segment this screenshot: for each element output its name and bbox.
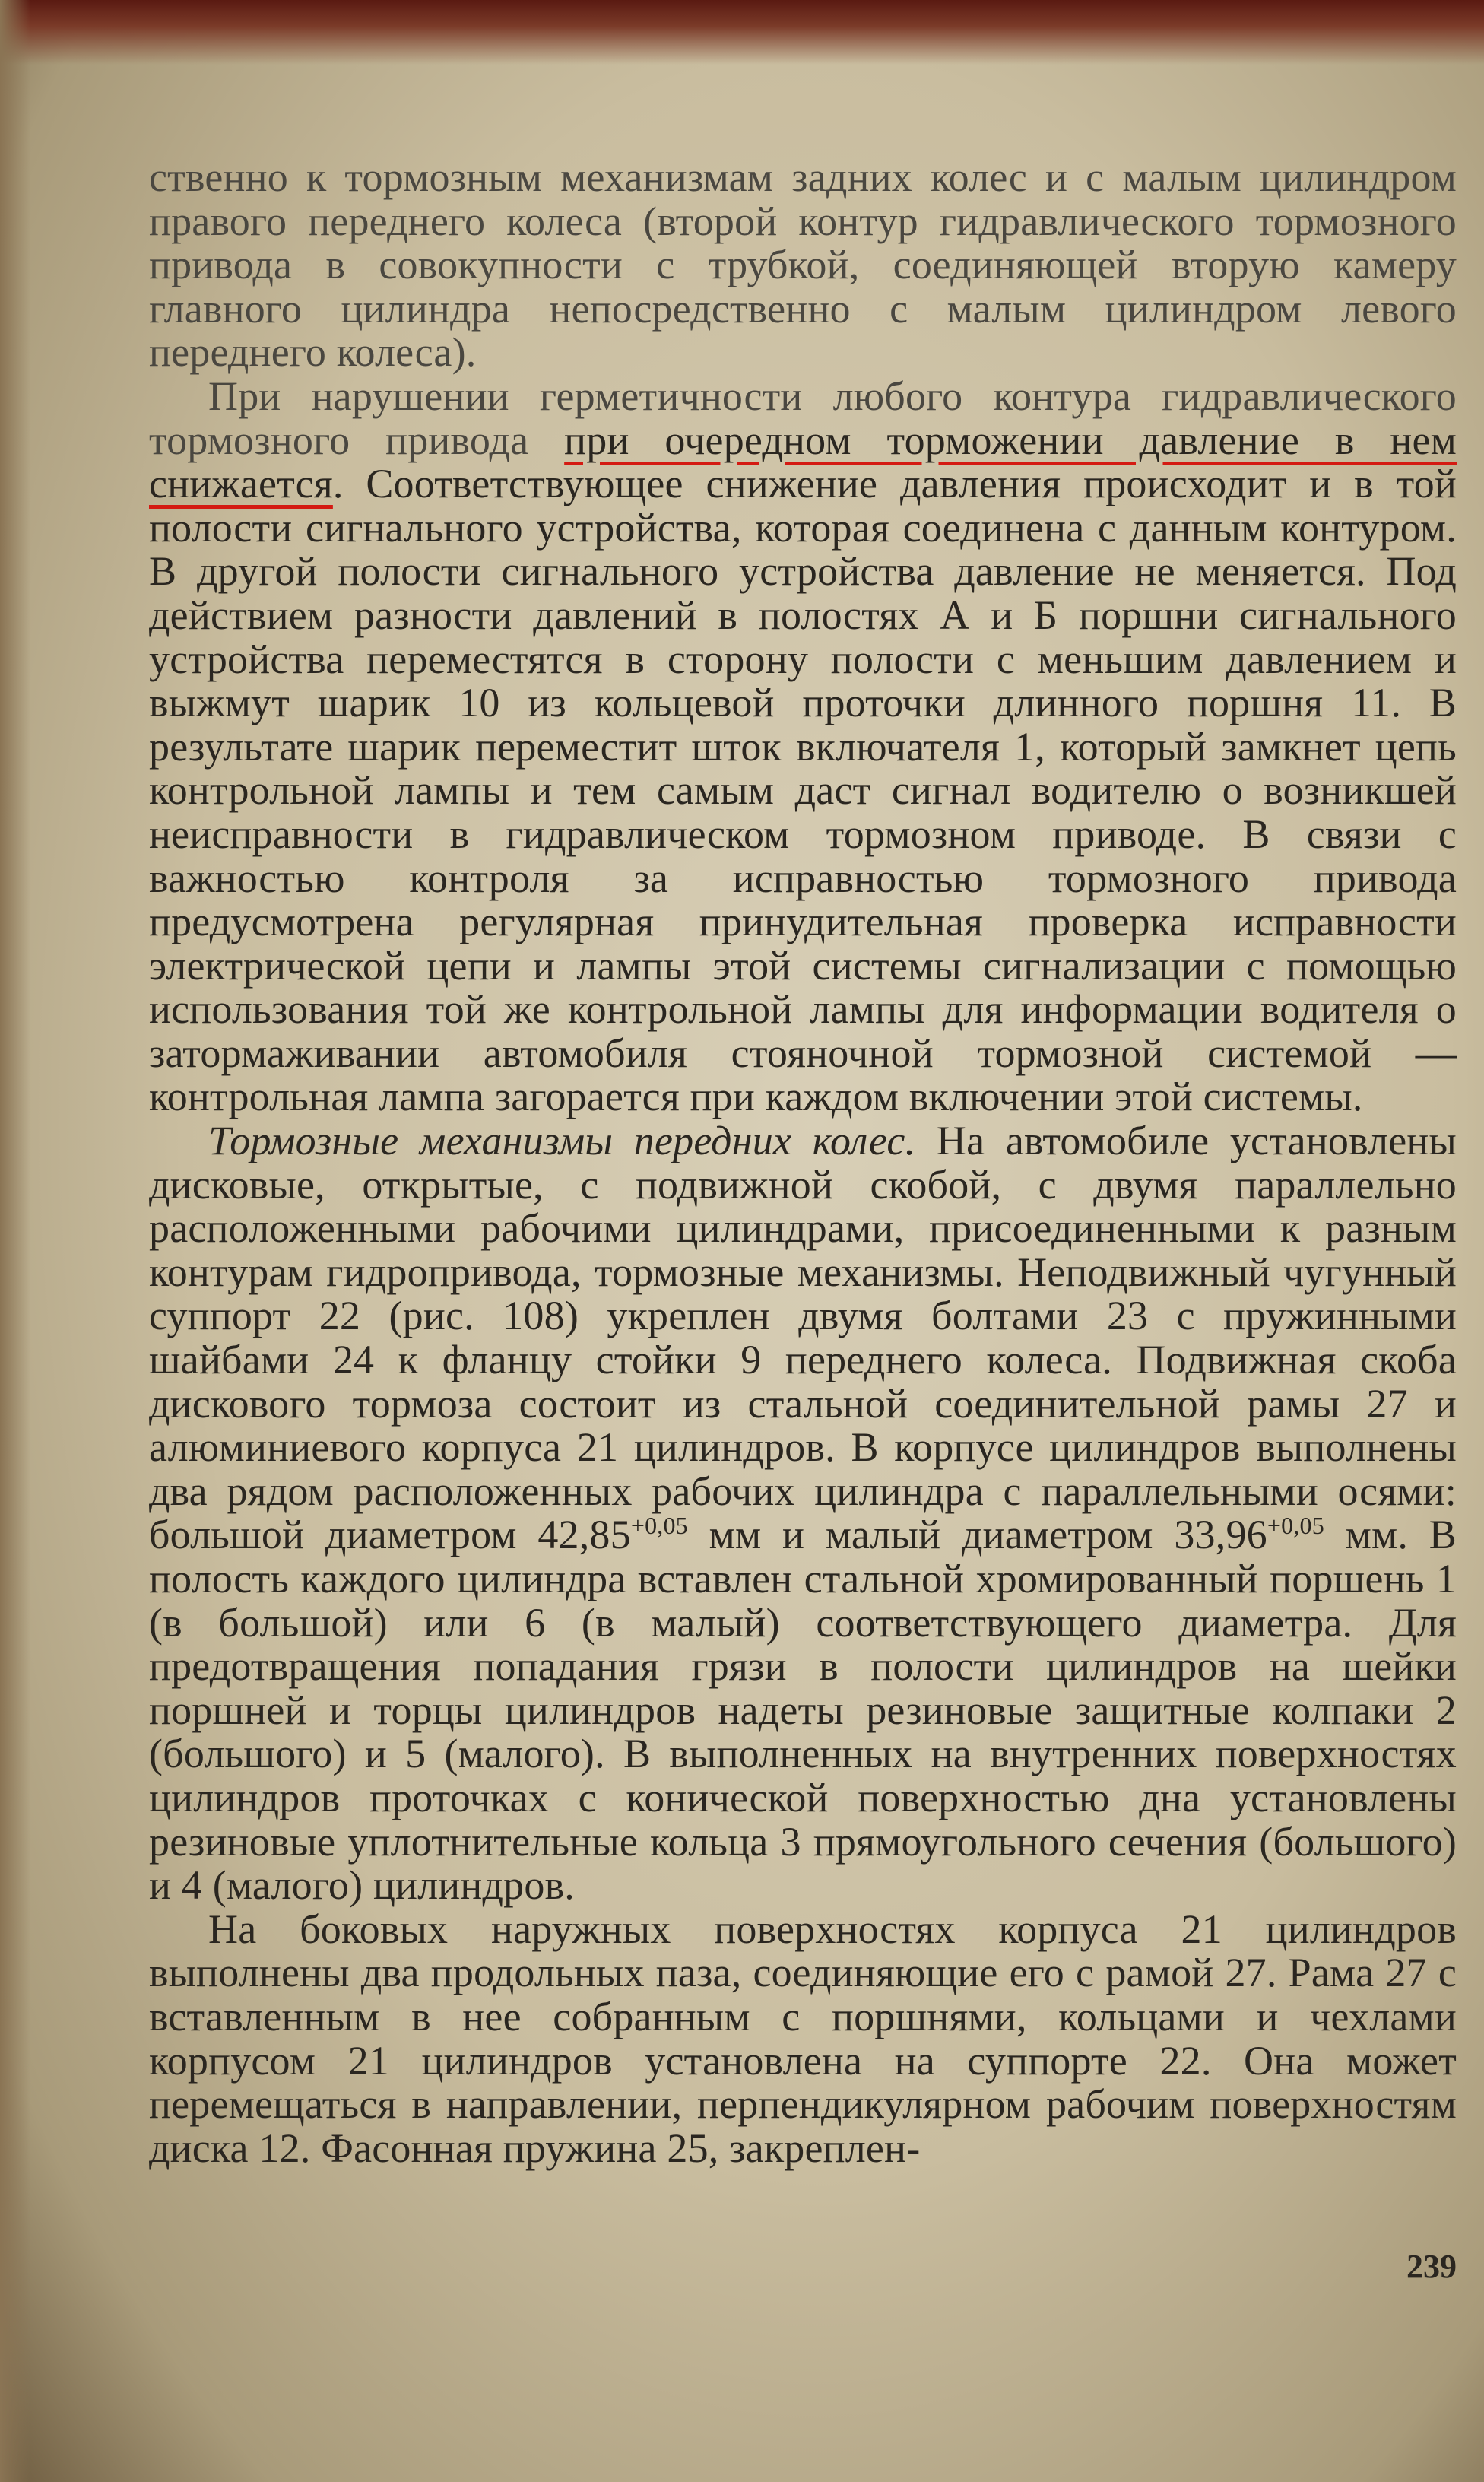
paragraph-continuation: ственно к тормозным механизмам задних колес и с малым цилиндром правого переднего колеса (второй контур гидравлического тормозного привода в совокупности с трубкой, соединяющей вторую камеру главного цилиндра непосредственно с малым цилиндром левого переднего колеса).: [149, 154, 1457, 376]
section-heading-italic: Тормозные механизмы передних колес.: [208, 1118, 916, 1164]
tolerance-superscript-2: +0,05: [1267, 1512, 1324, 1540]
top-shadow: [0, 0, 1484, 65]
page-number: 239: [1406, 2248, 1457, 2285]
paragraph-text-part-1: На автомобиле установлены дисковые, открытые, с подвижной скобой, с двумя параллельно расположенными рабочими цилиндрами, присоединенными к разным контурам гидропривода, тормозные механизмы. Неподвижный чугунный суппорт 22 (рис. 108) укреплен двумя болтами 23 с пружинными шайбами 24 к фланцу стойки 9 переднего колеса. Подвижная скоба дискового тормоза состоит из стальной соединительной рамы 27 и алюминиевого корпуса 21 цилиндров. В корпусе цилиндров выполнены два рядом расположенных рабочих цилиндра с параллельными осями: большой диаметром 42,85: [149, 1118, 1457, 1558]
tolerance-superscript-1: +0,05: [630, 1512, 688, 1540]
paragraph-cylinder-housing: На боковых наружных поверхностях корпуса 21 цилиндров выполнены два продольных паза, соединяющие его с рамой 27. Рама 27 с вставленным в нее собранным с поршнями, кольцами и чехлами корпусом 21 цилиндров установлена на суппорте 22. Она может перемещаться в направлении, перпендикулярном рабочим поверхностям диска 12. Фасонная пружина 25, закреплен-: [149, 1906, 1457, 2171]
paragraph-signal-device: [149, 375, 1457, 1119]
paragraph-front-brakes: [149, 1119, 1457, 1908]
paragraph-text-part-3: мм. В полость каждого цилиндра вставлен стальной хромированный поршень 1 (в большой) или 6 (в малый) соответствующего диаметра. Для предотвращения попадания грязи в полости цилиндров на шейки поршней и торцы цилиндров надеты резиновые защитные колпаки 2 (большого) и 5 (малого). В выполненных на внутренних поверхностях цилиндров проточках с конической поверхностью дна установлены резиновые уплотнительные кольца 3 прямоугольного сечения (большого) и 4 (малого) цилиндров.: [149, 1512, 1457, 1909]
page-gutter-shadow: [0, 0, 30, 2482]
paragraph-text-part-2: мм и малый диаметром 33,96: [687, 1512, 1267, 1558]
paragraph-body-text: . Соответствующее снижение давления происходит и в той полости сигнального устройства, которая соединена с данным контуром. В другой полости сигнального устройства давление не меняется. Под действием разности давлений в полостях А и Б поршни сигнального устройства переместятся в сторону полости с меньшим давлением и выжмут шарик 10 из кольцевой проточки длинного поршня 11. В результате шарик переместит шток включателя 1, который замкнет цепь контрольной лампы и тем самым даст сигнал водителю о возникшей неисправности в гидравлическом тормозном приводе. В связи с важностью контроля за исправностью тормозного привода предусмотрена регулярная принудительная проверка исправности электрической цепи и лампы этой системы сигнализации с помощью использования той же контрольной лампы для информации водителя о затормаживании автомобиля стояночной тормозной системой — контрольная лампа загорается при каждом включении этой системы.: [149, 461, 1457, 1120]
book-page: [149, 156, 1457, 2300]
red-underlined-phrase: при очередном торможении давление в нем снижается: [149, 417, 1457, 507]
paragraph-intro-text: При нарушении герметичности любого контура гидравлического тормозного привода: [149, 373, 1457, 463]
